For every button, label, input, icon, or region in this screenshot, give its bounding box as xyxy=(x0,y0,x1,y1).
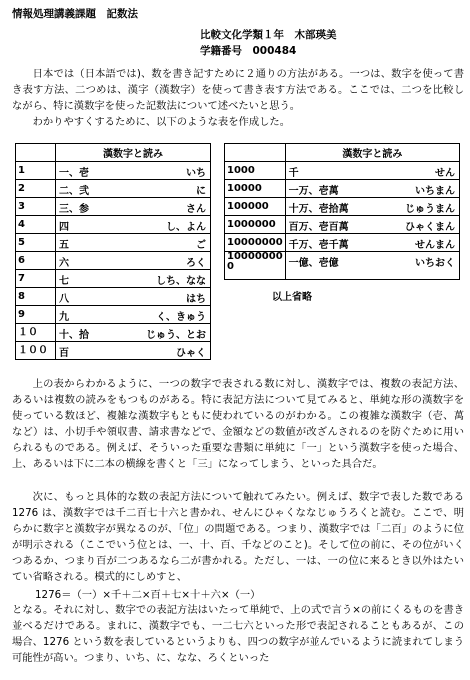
number-cell: 100000 xyxy=(225,198,286,216)
kanji-form: 九 xyxy=(58,312,69,323)
kanji-form: 千 xyxy=(288,168,299,179)
table-header-row xyxy=(16,144,211,162)
reading: ひゃくまん xyxy=(405,222,455,233)
reading: いち xyxy=(186,168,206,179)
kanji-form: 千万、壱千萬 xyxy=(288,240,349,251)
body-paragraph-1: 上の表からわかるように、一つの数字で表される数に対し、漢数字では、複数の表記方法、あるいは複数の読みをもつものがある。特に表記方法について見てみると、単純な形の漢数字を使っている数ほど、複雑な漢数字もともに使われているのがわかる。この複雑な漢数字（壱、萬など）は、小切手や領収書、請求書などで、金額などの数値が改ざんされるのを防ぐために用いられるものである。例えば、そういった重要な書類に単純に「一」という漢数字を使った場合、上、あるいは下に二本の横線を書くと「三」になってしまう、といった具合だ。 xyxy=(12,378,464,470)
reading: じゅう、とお xyxy=(146,330,206,341)
intro-paragraph: 日本では（日本語では)、数を書き記すために２通りの方法がある。一つは、数字を使って書き表す方法、二つめは、漢字（漢数字）を使って書き表す方法である。ここでは、二つを比較しながら、特に漢数字を使った記数法について述べたいと思う。 xyxy=(12,68,464,112)
reading: しち、なな xyxy=(156,276,206,287)
number-cell: 1000 xyxy=(225,162,286,180)
reading: ご xyxy=(196,240,206,251)
body-paragraph-2: 次に、もっと具体的な数の表記方法について触れてみたい。例えば、数字で表した数である 1276 は、漢数字では千二百七十六と書かれ、せんにひゃくななじゅうろくと読む。ここで、明らかに数字と漢数字が異なるのが、「位」の問題である。つまり、漢数字では「二百」のように位が明示される（ここでいう位とは、一、十、百、千などのこと)。そして位の前に、その位がいくつあるか、つまり百が二つあるなら二が書かれる。ただし、一は、一の位に来るとき以外はたいてい省略される。模式的にしめすと、 xyxy=(12,491,464,583)
kanji-form: 六 xyxy=(58,258,69,269)
kanji-table-left xyxy=(15,143,211,360)
kanji-form: 十、拾 xyxy=(58,330,89,341)
kanji-reading-cell xyxy=(55,180,210,198)
intro-table-note: わかりやすくするために、以下のような表を作成した。 xyxy=(32,116,291,128)
table-row xyxy=(16,216,211,234)
kanji-form: 二、弐 xyxy=(58,186,89,197)
reading: し、よん xyxy=(166,222,206,233)
kanji-reading-cell xyxy=(55,342,210,360)
kanji-form: 八 xyxy=(58,294,69,305)
kanji-form: 百万、壱百萬 xyxy=(288,222,349,233)
reading: じゅうまん xyxy=(405,204,455,215)
reading: ひゃく xyxy=(176,348,206,359)
table-row xyxy=(16,162,211,180)
kanji-reading-cell xyxy=(285,198,459,216)
table-row xyxy=(16,306,211,324)
kanji-reading-cell xyxy=(55,234,210,252)
number-cell: 4 xyxy=(16,216,56,234)
number-cell: 10000 xyxy=(225,180,286,198)
number-cell: 3 xyxy=(16,198,56,216)
number-cell: 6 xyxy=(16,252,56,270)
table-row xyxy=(16,342,211,360)
kanji-reading-cell xyxy=(55,324,210,342)
number-cell: 8 xyxy=(16,288,56,306)
omitted-label: 以上省略 xyxy=(272,292,312,303)
kanji-form: 一億、壱億 xyxy=(288,258,339,269)
number-cell: 10000000 0 xyxy=(225,252,286,280)
reading: せん xyxy=(435,168,455,179)
table-header-label: 漢数字と読み xyxy=(285,144,459,162)
kanji-reading-cell xyxy=(285,252,459,280)
number-cell: 5 xyxy=(16,234,56,252)
student-number: 学籍番号 000484 xyxy=(200,45,297,57)
body-paragraph-3: となる。それに対し、数字での表記方法はいたって単純で、上の式で言う×の前にくるものを書き並べるだけである。まれに、漢数字でも、一二七六といった形で表記されることもあるが、この場合、1276 という数を表しているというよりも、四つの数字が並んでいるように読まれてしまう可能性が高い。つまり、いち、に、なな、ろくといった xyxy=(12,604,464,664)
number-cell: 10000000 xyxy=(225,234,286,252)
number-cell: 9 xyxy=(16,306,56,324)
reading: せんまん xyxy=(415,240,455,251)
kanji-form: 一万、壱萬 xyxy=(288,186,339,197)
kanji-reading-cell xyxy=(285,180,459,198)
reading: く、きゅう xyxy=(156,312,206,323)
table-row xyxy=(16,288,211,306)
kanji-form: 五 xyxy=(58,240,69,251)
kanji-reading-cell xyxy=(285,162,459,180)
reading: いちおく xyxy=(415,258,455,269)
kanji-form: 七 xyxy=(58,276,69,287)
table-row xyxy=(225,198,460,216)
document-title: 情報処理講義課題 記数法 xyxy=(12,8,138,20)
number-cell: 2 xyxy=(16,180,56,198)
table-row xyxy=(16,270,211,288)
kanji-reading-cell xyxy=(55,216,210,234)
number-cell: １０ xyxy=(16,324,56,342)
table-header-empty xyxy=(16,144,56,162)
reading: はち xyxy=(186,294,206,305)
number-cell: 1000000 xyxy=(225,216,286,234)
table-row xyxy=(225,162,460,180)
reading: さん xyxy=(186,204,206,215)
reading: に xyxy=(196,186,206,197)
kanji-reading-cell xyxy=(55,270,210,288)
table-row xyxy=(225,234,460,252)
kanji-reading-cell xyxy=(55,198,210,216)
kanji-form: 十万、壱拾萬 xyxy=(288,204,349,215)
kanji-reading-cell xyxy=(55,162,210,180)
table-row xyxy=(16,198,211,216)
kanji-reading-cell xyxy=(55,288,210,306)
table-row xyxy=(225,216,460,234)
number-cell: 1 xyxy=(16,162,56,180)
number-cell: 7 xyxy=(16,270,56,288)
kanji-form: 一、壱 xyxy=(58,168,89,179)
table-row xyxy=(225,180,460,198)
author-affiliation: 比較文化学類１年 木部瑛美 xyxy=(200,29,337,41)
number-cell: １００ xyxy=(16,342,56,360)
table-row xyxy=(16,180,211,198)
table-row xyxy=(225,252,460,280)
kanji-reading-cell xyxy=(55,252,210,270)
table-row xyxy=(16,324,211,342)
table-header-empty xyxy=(225,144,286,162)
kanji-reading-cell xyxy=(285,216,459,234)
kanji-reading-cell xyxy=(285,234,459,252)
kanji-form: 百 xyxy=(58,348,69,359)
equation: 1276＝（一）×千＋二×百＋七×十＋六×（一） xyxy=(35,589,261,601)
reading: ろく xyxy=(186,258,206,269)
table-header-row xyxy=(225,144,460,162)
table-row xyxy=(16,234,211,252)
kanji-reading-cell xyxy=(55,306,210,324)
kanji-table-right xyxy=(224,143,460,280)
kanji-form: 三、参 xyxy=(58,204,89,215)
table-header-label: 漢数字と読み xyxy=(55,144,210,162)
reading: いちまん xyxy=(415,186,455,197)
table-row xyxy=(16,252,211,270)
kanji-form: 四 xyxy=(58,222,69,233)
